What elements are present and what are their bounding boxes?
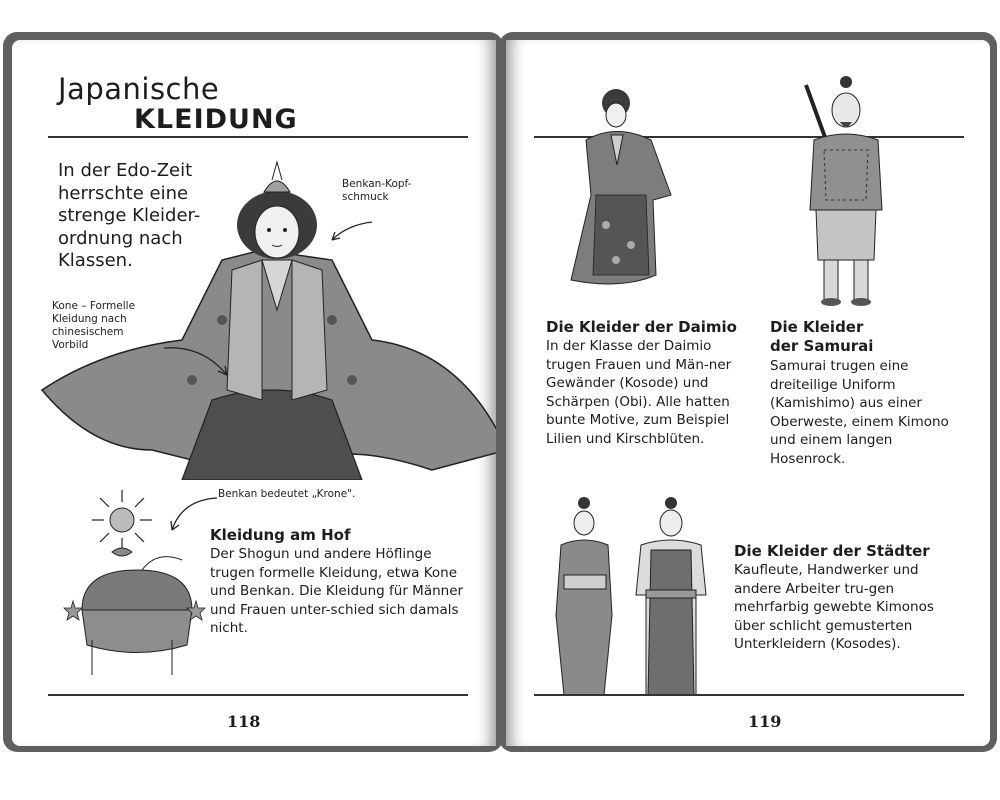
bottom-rule-right <box>534 694 964 696</box>
intro-text: In der Edo-Zeit herrschte eine strenge Kleider-ordnung nach Klassen. <box>58 160 201 271</box>
page-title-line1: Japanische <box>58 72 220 106</box>
text-daimio: In der Klasse der Daimio trugen Frauen und Män-ner Gewänder (Kosode) und Schärpen (Obi). Alle hatten bunte Motive, zum Beispiel Lilien und Kirschblüten. <box>546 338 732 447</box>
text-kleidung-am-hof: Der Shogun und andere Höflinge trugen formelle Kleidung, etwa Kone und Benkan. Die Kleidung für Männer und Frauen unter-schied sich damals nicht. <box>210 546 464 636</box>
text-samurai: Samurai trugen eine dreiteilige Uniform (Kamishimo) aus einer Oberweste, einem Kimono und einem langen Hosenrock. <box>770 358 949 467</box>
right-page <box>506 40 990 746</box>
top-rule-left <box>48 136 468 138</box>
heading-samurai: Die Kleider der Samurai <box>770 318 874 355</box>
label-kone: Kone – Formelle Kleidung nach chinesischem Vorbild <box>52 300 136 351</box>
label-benkan-kopfschmuck: Benkan-Kopf-schmuck <box>342 178 412 203</box>
text-staedter: Kaufleute, Handwerker und andere Arbeiter tru-gen mehrfarbig gewebte Kimonos über schlicht gemusterten Unterkleidern (Kosodes). <box>734 562 934 652</box>
samurai-illustration <box>796 70 896 310</box>
page-number-left: 118 <box>227 712 261 731</box>
townspeople-illustration <box>546 495 726 700</box>
heading-kleidung-am-hof: Kleidung am Hof <box>210 526 351 544</box>
bottom-rule-left <box>48 694 468 696</box>
page-title-line2: KLEIDUNG <box>134 104 298 135</box>
heading-staedter: Die Kleider der Städter <box>734 542 930 560</box>
heading-daimio: Die Kleider der Daimio <box>546 318 737 336</box>
daimio-woman-illustration <box>561 85 691 295</box>
left-page <box>12 40 496 746</box>
page-number-right: 119 <box>748 712 782 731</box>
label-benkan-krone: Benkan bedeutet „Krone". <box>218 488 356 500</box>
